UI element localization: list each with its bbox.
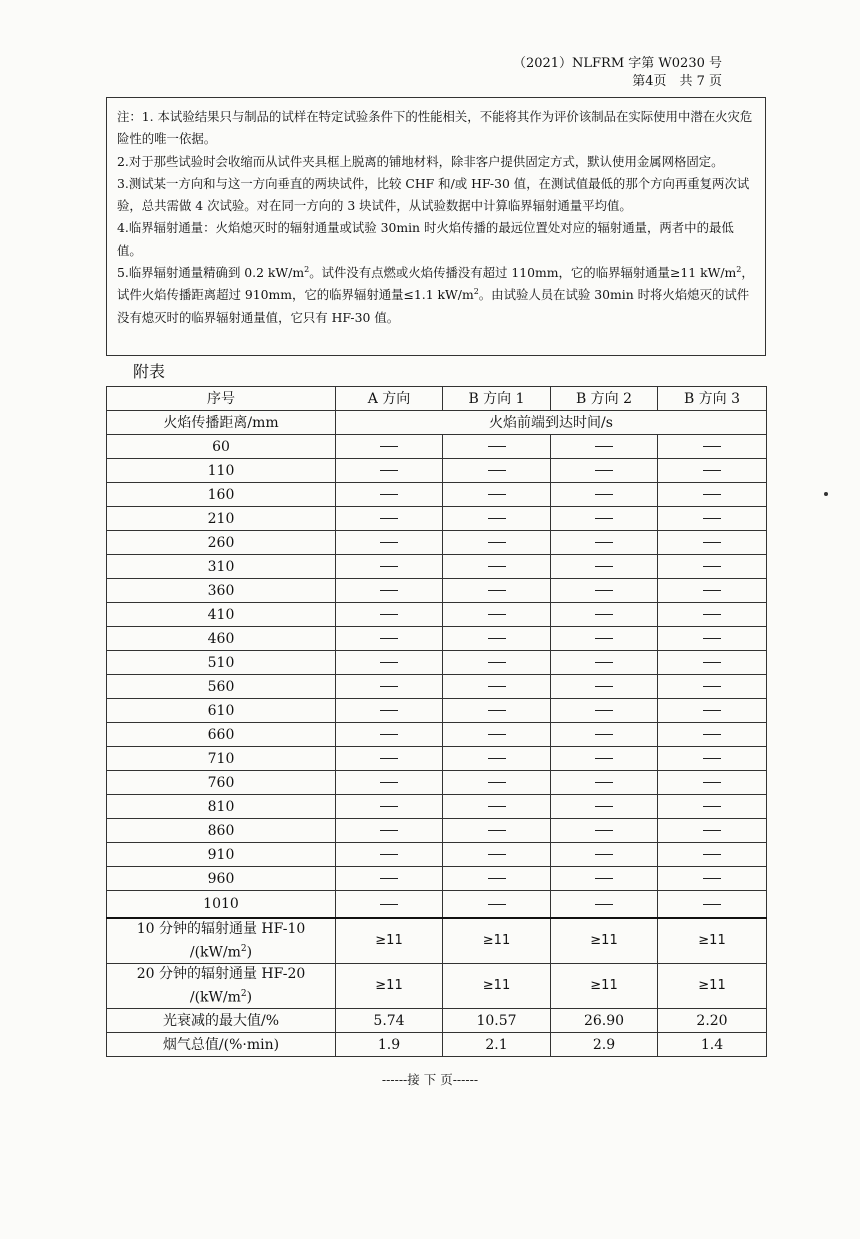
no-value-dash — [703, 904, 721, 905]
no-value-dash — [488, 686, 506, 687]
time-cell — [336, 579, 443, 603]
time-cell — [658, 603, 767, 627]
time-header: 火焰前端到达时间/s — [336, 411, 767, 435]
table-row — [107, 795, 767, 819]
no-value-dash — [380, 854, 398, 855]
summary-value: 2.1 — [443, 1033, 551, 1057]
time-cell — [658, 651, 767, 675]
time-cell — [551, 555, 658, 579]
no-value-dash — [703, 518, 721, 519]
time-cell — [443, 555, 551, 579]
no-value-dash — [703, 590, 721, 591]
summary-row — [107, 1033, 767, 1057]
time-cell — [658, 627, 767, 651]
no-value-dash — [703, 806, 721, 807]
no-value-dash — [703, 830, 721, 831]
no-value-dash — [488, 806, 506, 807]
table-row — [107, 867, 767, 891]
time-cell — [443, 651, 551, 675]
no-value-dash — [595, 854, 613, 855]
stray-dot — [824, 492, 828, 496]
header-cell: B 方向 3 — [658, 387, 767, 411]
time-cell — [336, 555, 443, 579]
summary-label: 20 分钟的辐射通量 HF-20 $/(kW/m^2)$ — [107, 964, 336, 1009]
time-cell — [443, 483, 551, 507]
no-value-dash — [703, 734, 721, 735]
summary-value: ≥11 — [336, 918, 443, 964]
no-value-dash — [380, 758, 398, 759]
table-row — [107, 531, 767, 555]
table-row — [107, 675, 767, 699]
time-cell — [658, 771, 767, 795]
distance-cell: 610 — [107, 699, 336, 723]
no-value-dash — [380, 806, 398, 807]
no-value-dash — [488, 758, 506, 759]
distance-cell: 760 — [107, 771, 336, 795]
time-cell — [551, 531, 658, 555]
summary-value: 10.57 — [443, 1009, 551, 1033]
no-value-dash — [703, 878, 721, 879]
time-cell — [551, 651, 658, 675]
time-cell — [443, 747, 551, 771]
table-row — [107, 603, 767, 627]
note-3: 3.测试某一方向和与这一方向垂直的两块试件，比较 CHF 和/或 HF-30 值，在测试值最低的那个方向再重复两次试验，总共需做 4 次试验。对在同一方向的 3 块试件，从试验数据中计算临界辐射通量平均值。 — [117, 175, 750, 214]
no-value-dash — [703, 758, 721, 759]
distance-cell: 960 — [107, 867, 336, 891]
summary-label: 10 分钟的辐射通量 HF-10 $/(kW/m^2)$ — [107, 918, 336, 964]
time-cell — [443, 603, 551, 627]
time-cell — [443, 579, 551, 603]
no-value-dash — [703, 782, 721, 783]
no-value-dash — [703, 566, 721, 567]
no-value-dash — [380, 446, 398, 447]
no-value-dash — [488, 638, 506, 639]
summary-label: 烟气总值/(%·min) — [107, 1033, 336, 1057]
no-value-dash — [380, 518, 398, 519]
no-value-dash — [380, 734, 398, 735]
no-value-dash — [488, 782, 506, 783]
no-value-dash — [595, 662, 613, 663]
no-value-dash — [488, 904, 506, 905]
time-cell — [443, 435, 551, 459]
time-cell — [551, 747, 658, 771]
no-value-dash — [703, 494, 721, 495]
time-cell — [443, 459, 551, 483]
no-value-dash — [703, 614, 721, 615]
time-cell — [443, 771, 551, 795]
header-cell: B 方向 1 — [443, 387, 551, 411]
no-value-dash — [488, 878, 506, 879]
no-value-dash — [703, 638, 721, 639]
time-cell — [336, 651, 443, 675]
table-row — [107, 555, 767, 579]
summary-value: ≥11 — [443, 964, 551, 1009]
time-cell — [551, 867, 658, 891]
no-value-dash — [488, 614, 506, 615]
no-value-dash — [380, 904, 398, 905]
distance-cell: 710 — [107, 747, 336, 771]
table-row — [107, 699, 767, 723]
no-value-dash — [595, 758, 613, 759]
time-cell — [658, 867, 767, 891]
time-cell — [658, 675, 767, 699]
no-value-dash — [488, 542, 506, 543]
time-cell — [658, 747, 767, 771]
note-5: 5.临界辐射通量精确到 0.2 $kW/m^2$。试件没有点燃或火焰传播没有超过 110mm，它的临界辐射通量≥11 $kW/m^2$，试件火焰传播距离超过 910mm，它的临界辐射通量≤1.1 $kW/m^2$。由试验人员在试验 30min 时将火焰熄灭的试件没有熄灭时的临界辐射通量值，它只有 HF-30 值。 — [117, 264, 754, 325]
distance-cell: 660 — [107, 723, 336, 747]
no-value-dash — [703, 710, 721, 711]
no-value-dash — [595, 446, 613, 447]
no-value-dash — [595, 590, 613, 591]
header-cell: B 方向 2 — [551, 387, 658, 411]
time-cell — [551, 435, 658, 459]
no-value-dash — [595, 710, 613, 711]
no-value-dash — [595, 686, 613, 687]
time-cell — [336, 435, 443, 459]
time-cell — [551, 819, 658, 843]
distance-cell: 560 — [107, 675, 336, 699]
table-row — [107, 747, 767, 771]
no-value-dash — [595, 734, 613, 735]
time-cell — [551, 627, 658, 651]
summary-row — [107, 1009, 767, 1033]
no-value-dash — [380, 878, 398, 879]
time-cell — [551, 459, 658, 483]
distance-cell: 1010 — [107, 891, 336, 919]
table-subheader-row — [107, 411, 767, 435]
distance-cell: 60 — [107, 435, 336, 459]
table-row — [107, 627, 767, 651]
no-value-dash — [380, 782, 398, 783]
time-cell — [336, 603, 443, 627]
continue-next-page: ------接 下 页------ — [381, 1072, 479, 1087]
no-value-dash — [488, 710, 506, 711]
no-value-dash — [595, 782, 613, 783]
time-cell — [336, 771, 443, 795]
no-value-dash — [488, 734, 506, 735]
notes-box — [106, 97, 766, 356]
no-value-dash — [380, 710, 398, 711]
time-cell — [551, 723, 658, 747]
results-table — [106, 386, 767, 1057]
time-cell — [336, 867, 443, 891]
no-value-dash — [380, 686, 398, 687]
no-value-dash — [488, 566, 506, 567]
time-cell — [443, 699, 551, 723]
table-row — [107, 507, 767, 531]
no-value-dash — [595, 566, 613, 567]
no-value-dash — [380, 566, 398, 567]
distance-cell: 260 — [107, 531, 336, 555]
time-cell — [336, 507, 443, 531]
summary-value: 2.20 — [658, 1009, 767, 1033]
time-cell — [658, 579, 767, 603]
time-cell — [443, 675, 551, 699]
header-cell: A 方向 — [336, 387, 443, 411]
summary-value: 2.9 — [551, 1033, 658, 1057]
table-row — [107, 483, 767, 507]
table-row — [107, 459, 767, 483]
time-cell — [551, 795, 658, 819]
time-cell — [336, 891, 443, 919]
time-cell — [658, 795, 767, 819]
time-cell — [551, 843, 658, 867]
time-cell — [443, 819, 551, 843]
no-value-dash — [595, 518, 613, 519]
table-row — [107, 723, 767, 747]
no-value-dash — [380, 542, 398, 543]
table-row — [107, 843, 767, 867]
no-value-dash — [488, 830, 506, 831]
no-value-dash — [380, 494, 398, 495]
distance-cell: 160 — [107, 483, 336, 507]
table-row — [107, 651, 767, 675]
time-cell — [336, 627, 443, 651]
time-cell — [551, 483, 658, 507]
time-cell — [658, 555, 767, 579]
no-value-dash — [703, 470, 721, 471]
no-value-dash — [703, 854, 721, 855]
no-value-dash — [595, 878, 613, 879]
time-cell — [336, 483, 443, 507]
report-number: （2021）NLFRM 字第 W0230 号 — [512, 56, 722, 71]
no-value-dash — [488, 518, 506, 519]
no-value-dash — [595, 494, 613, 495]
time-cell — [336, 459, 443, 483]
time-cell — [336, 699, 443, 723]
no-value-dash — [703, 686, 721, 687]
table-row — [107, 819, 767, 843]
time-cell — [443, 507, 551, 531]
time-cell — [658, 531, 767, 555]
header-cell: 序号 — [107, 387, 336, 411]
distance-cell: 210 — [107, 507, 336, 531]
no-value-dash — [595, 830, 613, 831]
no-value-dash — [595, 470, 613, 471]
distance-cell: 810 — [107, 795, 336, 819]
table-row — [107, 579, 767, 603]
time-cell — [658, 699, 767, 723]
time-cell — [336, 747, 443, 771]
no-value-dash — [380, 614, 398, 615]
table-header-row — [107, 387, 767, 411]
distance-cell: 910 — [107, 843, 336, 867]
time-cell — [551, 675, 658, 699]
distance-cell: 410 — [107, 603, 336, 627]
time-cell — [658, 843, 767, 867]
summary-value: ≥11 — [443, 918, 551, 964]
time-cell — [658, 819, 767, 843]
summary-value: ≥11 — [551, 964, 658, 1009]
time-cell — [443, 531, 551, 555]
time-cell — [443, 723, 551, 747]
time-cell — [658, 723, 767, 747]
no-value-dash — [703, 542, 721, 543]
summary-value: 5.74 — [336, 1009, 443, 1033]
time-cell — [443, 843, 551, 867]
no-value-dash — [595, 614, 613, 615]
time-cell — [551, 699, 658, 723]
no-value-dash — [595, 542, 613, 543]
no-value-dash — [380, 830, 398, 831]
no-value-dash — [488, 590, 506, 591]
no-value-dash — [380, 470, 398, 471]
time-cell — [551, 507, 658, 531]
note-2: 2.对于那些试验时会收缩而从试件夹具框上脱离的铺地材料，除非客户提供固定方式，默认使用金属网格固定。 — [117, 153, 724, 169]
note-1: 注：1. 本试验结果只与制品的试样在特定试验条件下的性能相关，不能将其作为评价该制品在实际使用中潜在火灾危险性的唯一依据。 — [117, 109, 753, 147]
no-value-dash — [488, 662, 506, 663]
page-indicator: 第4页 共 7 页 — [632, 74, 722, 89]
summary-value: ≥11 — [551, 918, 658, 964]
summary-value: ≥11 — [336, 964, 443, 1009]
table-row — [107, 435, 767, 459]
note-4: 4.临界辐射通量：火焰熄灭时的辐射通量或试验 30min 时火焰传播的最远位置处对应的辐射通量，两者中的最低值。 — [117, 220, 734, 258]
summary-value: 1.9 — [336, 1033, 443, 1057]
distance-cell: 460 — [107, 627, 336, 651]
summary-value: 1.4 — [658, 1033, 767, 1057]
time-cell — [658, 459, 767, 483]
summary-row — [107, 918, 767, 964]
no-value-dash — [380, 590, 398, 591]
distance-cell: 110 — [107, 459, 336, 483]
time-cell — [336, 723, 443, 747]
time-cell — [658, 435, 767, 459]
time-cell — [336, 531, 443, 555]
time-cell — [336, 675, 443, 699]
time-cell — [551, 603, 658, 627]
time-cell — [443, 795, 551, 819]
summary-row — [107, 964, 767, 1009]
no-value-dash — [595, 904, 613, 905]
no-value-dash — [488, 854, 506, 855]
distance-header: 火焰传播距离/mm — [107, 411, 336, 435]
time-cell — [336, 819, 443, 843]
distance-cell: 510 — [107, 651, 336, 675]
appendix-title: 附表 — [133, 362, 166, 381]
time-cell — [551, 891, 658, 919]
no-value-dash — [380, 662, 398, 663]
time-cell — [658, 483, 767, 507]
no-value-dash — [488, 494, 506, 495]
time-cell — [551, 771, 658, 795]
table-row — [107, 771, 767, 795]
no-value-dash — [595, 638, 613, 639]
time-cell — [336, 843, 443, 867]
no-value-dash — [595, 806, 613, 807]
no-value-dash — [488, 446, 506, 447]
no-value-dash — [703, 662, 721, 663]
no-value-dash — [380, 638, 398, 639]
time-cell — [336, 795, 443, 819]
time-cell — [443, 867, 551, 891]
time-cell — [658, 891, 767, 919]
table-row — [107, 891, 767, 919]
no-value-dash — [488, 470, 506, 471]
distance-cell: 360 — [107, 579, 336, 603]
distance-cell: 860 — [107, 819, 336, 843]
summary-value: ≥11 — [658, 918, 767, 964]
time-cell — [443, 891, 551, 919]
summary-value: 26.90 — [551, 1009, 658, 1033]
summary-label: 光衰减的最大值/% — [107, 1009, 336, 1033]
time-cell — [443, 627, 551, 651]
time-cell — [551, 579, 658, 603]
time-cell — [658, 507, 767, 531]
no-value-dash — [703, 446, 721, 447]
summary-value: ≥11 — [658, 964, 767, 1009]
distance-cell: 310 — [107, 555, 336, 579]
